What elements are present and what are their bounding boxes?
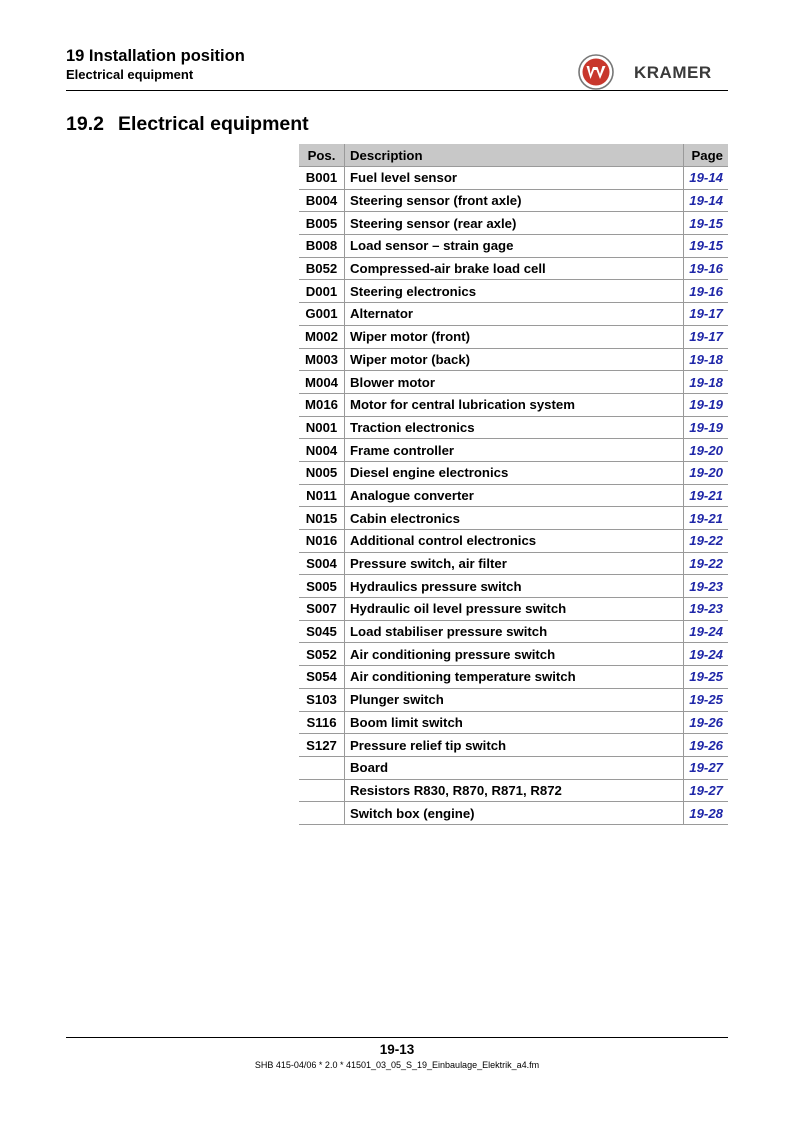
cell-pos: S116 (299, 711, 345, 734)
page-link[interactable]: 19-19 (684, 416, 728, 439)
cell-description: Load stabiliser pressure switch (345, 620, 684, 643)
cell-description: Steering sensor (rear axle) (345, 212, 684, 235)
page-link[interactable]: 19-14 (684, 189, 728, 212)
page-link[interactable]: 19-23 (684, 598, 728, 621)
header-divider (66, 90, 728, 91)
page-link[interactable]: 19-18 (684, 348, 728, 371)
table-row (299, 461, 728, 484)
table-row (299, 393, 728, 416)
cell-pos: G001 (299, 303, 345, 326)
page-link[interactable]: 19-28 (684, 802, 728, 825)
table-row (299, 643, 728, 666)
cell-description: Frame controller (345, 439, 684, 462)
table-row (299, 530, 728, 553)
cell-description: Alternator (345, 303, 684, 326)
page-link[interactable]: 19-16 (684, 257, 728, 280)
cell-description: Motor for central lubrication system (345, 393, 684, 416)
cell-description: Steering electronics (345, 280, 684, 303)
footer-divider (66, 1037, 728, 1038)
cell-pos: S103 (299, 688, 345, 711)
kramer-w-badge-icon (578, 54, 614, 90)
table-row (299, 439, 728, 462)
page-link[interactable]: 19-23 (684, 575, 728, 598)
cell-pos: M016 (299, 393, 345, 416)
table-row (299, 802, 728, 825)
cell-description: Compressed-air brake load cell (345, 257, 684, 280)
cell-pos (299, 802, 345, 825)
cell-description: Additional control electronics (345, 530, 684, 553)
cell-description: Plunger switch (345, 688, 684, 711)
cell-pos: S004 (299, 552, 345, 575)
cell-pos: B052 (299, 257, 345, 280)
components-table (299, 144, 728, 825)
table-row (299, 348, 728, 371)
section-heading (66, 113, 309, 136)
table-row (299, 189, 728, 212)
cell-pos: N001 (299, 416, 345, 439)
cell-pos: B004 (299, 189, 345, 212)
table-row (299, 235, 728, 258)
header-description: Description (345, 144, 684, 167)
page-link[interactable]: 19-15 (684, 212, 728, 235)
cell-pos: N011 (299, 484, 345, 507)
page-link[interactable]: 19-26 (684, 711, 728, 734)
table-header-row (299, 144, 728, 167)
cell-description: Hydraulic oil level pressure switch (345, 598, 684, 621)
cell-description: Wiper motor (back) (345, 348, 684, 371)
cell-pos (299, 779, 345, 802)
page-link[interactable]: 19-20 (684, 461, 728, 484)
cell-description: Wiper motor (front) (345, 325, 684, 348)
page-link[interactable]: 19-27 (684, 756, 728, 779)
table-row (299, 620, 728, 643)
header-pos: Pos. (299, 144, 345, 167)
table-row (299, 552, 728, 575)
page-link[interactable]: 19-21 (684, 484, 728, 507)
cell-pos: N016 (299, 530, 345, 553)
cell-description: Pressure switch, air filter (345, 552, 684, 575)
cell-pos: S054 (299, 666, 345, 689)
cell-pos: M003 (299, 348, 345, 371)
page-link[interactable]: 19-17 (684, 325, 728, 348)
page-link[interactable]: 19-14 (684, 167, 728, 190)
cell-description: Cabin electronics (345, 507, 684, 530)
chapter-subtitle: Electrical equipment (66, 67, 194, 82)
cell-pos: N004 (299, 439, 345, 462)
section-number: 19.2 (66, 113, 104, 135)
table-row (299, 734, 728, 757)
cell-pos: B005 (299, 212, 345, 235)
cell-description: Resistors R830, R870, R871, R872 (345, 779, 684, 802)
table-row (299, 280, 728, 303)
table-body (299, 167, 728, 825)
table-row (299, 756, 728, 779)
page-link[interactable]: 19-26 (684, 734, 728, 757)
cell-pos: N015 (299, 507, 345, 530)
cell-description: Air conditioning temperature switch (345, 666, 684, 689)
cell-description: Boom limit switch (345, 711, 684, 734)
cell-description: Blower motor (345, 371, 684, 394)
page-link[interactable]: 19-25 (684, 688, 728, 711)
table-row (299, 303, 728, 326)
page-link[interactable]: 19-18 (684, 371, 728, 394)
cell-pos: S007 (299, 598, 345, 621)
chapter-title: 19 Installation position (66, 47, 245, 65)
table-row (299, 688, 728, 711)
page-link[interactable]: 19-21 (684, 507, 728, 530)
table-row (299, 507, 728, 530)
cell-description: Board (345, 756, 684, 779)
cell-description: Air conditioning pressure switch (345, 643, 684, 666)
table-row (299, 575, 728, 598)
page-link[interactable]: 19-16 (684, 280, 728, 303)
page-link[interactable]: 19-15 (684, 235, 728, 258)
brand-name: KRAMER (634, 63, 712, 82)
kramer-logo (578, 54, 728, 92)
page-link[interactable]: 19-25 (684, 666, 728, 689)
header-page: Page (684, 144, 728, 167)
cell-description: Hydraulics pressure switch (345, 575, 684, 598)
cell-pos: S127 (299, 734, 345, 757)
cell-description: Steering sensor (front axle) (345, 189, 684, 212)
cell-pos: S052 (299, 643, 345, 666)
table-row (299, 711, 728, 734)
cell-pos: B001 (299, 167, 345, 190)
cell-pos: M002 (299, 325, 345, 348)
table-row (299, 598, 728, 621)
page-number: 19-13 (379, 1042, 415, 1057)
cell-pos: S045 (299, 620, 345, 643)
page-link[interactable]: 19-24 (684, 620, 728, 643)
page-link[interactable]: 19-27 (684, 779, 728, 802)
page-link[interactable]: 19-19 (684, 393, 728, 416)
table-row (299, 666, 728, 689)
table-row (299, 212, 728, 235)
cell-description: Diesel engine electronics (345, 461, 684, 484)
cell-pos: N005 (299, 461, 345, 484)
section-title: Electrical equipment (117, 113, 309, 135)
table-row (299, 325, 728, 348)
cell-description: Switch box (engine) (345, 802, 684, 825)
table-row (299, 484, 728, 507)
page-link[interactable]: 19-24 (684, 643, 728, 666)
table-row (299, 371, 728, 394)
page-link[interactable]: 19-20 (684, 439, 728, 462)
page-link[interactable]: 19-22 (684, 552, 728, 575)
cell-description: Pressure relief tip switch (345, 734, 684, 757)
table-row (299, 257, 728, 280)
cell-description: Traction electronics (345, 416, 684, 439)
cell-pos (299, 756, 345, 779)
table-row (299, 779, 728, 802)
cell-pos: M004 (299, 371, 345, 394)
cell-description: Load sensor – strain gage (345, 235, 684, 258)
page-link[interactable]: 19-22 (684, 530, 728, 553)
page-link[interactable]: 19-17 (684, 303, 728, 326)
document-reference: SHB 415-04/06 * 2.0 * 41501_03_05_S_19_Einbaulage_Elektrik_a4.fm (254, 1060, 540, 1070)
table-row (299, 167, 728, 190)
cell-pos: S005 (299, 575, 345, 598)
cell-description: Fuel level sensor (345, 167, 684, 190)
cell-description: Analogue converter (345, 484, 684, 507)
cell-pos: D001 (299, 280, 345, 303)
table-row (299, 416, 728, 439)
cell-pos: B008 (299, 235, 345, 258)
